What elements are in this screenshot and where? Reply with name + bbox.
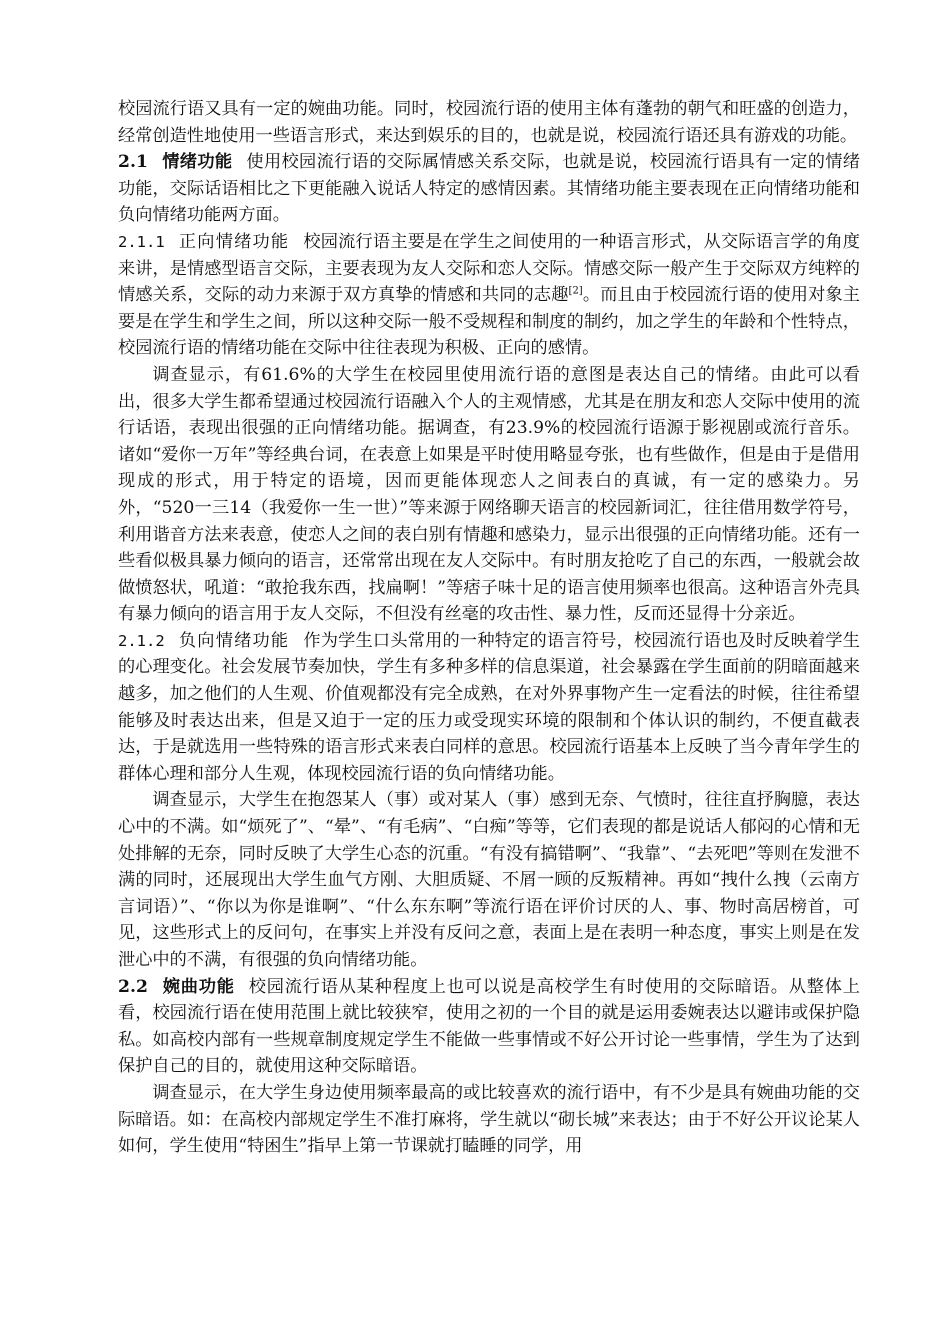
paragraph-survey-euphemism: 调查显示，在大学生身边使用频率最高的或比较喜欢的流行语中，有不少是具有婉曲功能的交际暗语。如：在高校内部规定学生不准打麻将，学生就以“砌长城”来表达；由于不好公开议论某人如何，学生使用“特困生”指早上第一节课就打瞌睡的同学，用 [118, 1082, 860, 1157]
subsection-body-cont: 。而且由于校园流行语的使用对象主要是在学生和学生之间，所以这种交际一般不受规程和制度的制约，加之学生的年龄和个性特点，校园流行语的情绪功能在交际中往往表现为积极、正向的感情。 [118, 285, 860, 359]
section-body: 使用校园流行语的交际属情感关系交际，也就是说，校园流行语具有一定的情绪功能，交际话语相比之下更能融入说话人特定的感情因素。其情绪功能主要表现在正向情绪功能和负向情绪功能两方面。 [118, 152, 860, 226]
section-number: 2.2 [118, 976, 148, 997]
subsection-number: 2.1.1 [118, 232, 165, 251]
section-heading: 婉曲功能 [161, 976, 235, 997]
document-page [118, 96, 860, 1160]
section-heading: 情绪功能 [161, 152, 233, 173]
section-body: 校园流行语从某种程度上也可以说是高校学生有时使用的交际暗语。从整体上看，校园流行语在使用范围上就比较狭窄，使用之初的一个目的就是运用委婉表达以避讳或保护隐私。如高校内部有一些规章制度规定学生不能做一些事情或不好公开讨论一些事情，学生为了达到保护自己的目的，就使用这种交际暗语。 [118, 976, 860, 1077]
paragraph-continued: 校园流行语又具有一定的婉曲功能。同时，校园流行语的使用主体有蓬勃的朝气和旺盛的创造力，经常创造性地使用一些语言形式，来达到娱乐的目的，也就是说，校园流行语还具有游戏的功能。 [118, 99, 860, 146]
subsection-body: 作为学生口头常用的一种特定的语言符号，校园流行语也及时反映着学生的心理变化。社会发展节奏加快，学生有多种多样的信息渠道，社会暴露在学生面前的阴暗面越来越多，加之他们的人生观、价值观都没有完全成熟，在对外界事物产生一定看法的时候，往往希望能够及时表达出来，但是又迫于一定的压力或受现实环境的限制和个体认识的制约，不便直截表达，于是就选用一些特殊的语言形式来表白同样的意思。校园流行语基本上反映了当今青年学生的群体心理和部分人生观，体现校园流行语的负向情绪功能。 [118, 630, 860, 784]
section-2-2 [118, 974, 860, 1080]
paragraph-survey-negative: 调查显示，大学生在抱怨某人（事）或对某人（事）感到无奈、气愤时，往往直抒胸臆，表达心中的不满。如“烦死了”、“晕”、“有毛病”、“白痴”等等，它们表现的都是说话人郁闷的心情和无处排解的无奈，同时反映了大学生心态的沉重。“有没有搞错啊”、“我靠”、“去死吧”等则在发泄不满的同时，还展现出大学生血气方刚、大胆质疑、不屑一顾的反叛精神。再如“拽什么拽（云南方言词语）”、“你以为你是谁啊”、“什么东东啊”等流行语在评价讨厌的人、事、物时高居榜首，可见，这些形式上的反问句，在事实上并没有反问之意，表面上是在表明一种态度，事实上则是在发泄心中的不满，有很强的负向情绪功能。 [118, 790, 860, 970]
subsection-number: 2.1.2 [118, 631, 165, 650]
subsection-heading: 正向情绪功能 [178, 231, 290, 252]
section-number: 2.1 [118, 152, 148, 173]
citation-mark: [2] [568, 285, 583, 297]
section-2-1-1 [118, 229, 860, 362]
paragraph-survey-positive: 调查显示，有61.6%的大学生在校园里使用流行语的意图是表达自己的情绪。由此可以看出，很多大学生都希望通过校园流行语融入个人的主观情感，尤其是在朋友和恋人交际中使用的流行话语，表现出很强的正向情绪功能。据调查，有23.9%的校园流行语源于影视剧或流行音乐。诸如“爱你一万年”等经典台词，在表意上如果是平时使用略显夸张，也有些做作，但是由于是借用现成的形式，用于特定的语境，因而更能体现恋人之间表白的真诚，有一定的感染力。另外，“520一三14（我爱你一生一世）”等来源于网络聊天语言的校园新词汇，往往借用数学符号，利用谐音方法来表意，使恋人之间的表白别有情趣和感染力，显示出很强的正向情绪功能。还有一些看似极具暴力倾向的语言，还常常出现在友人交际中。有时朋友抢吃了自己的东西，一般就会故做愤怒状，吼道：“敢抢我东西，找扁啊！”等痞子味十足的语言使用频率也很高。这种语言外壳具有暴力倾向的语言用于友人交际，不但没有丝毫的攻击性、暴力性，反而还显得十分亲近。 [118, 364, 860, 625]
subsection-heading: 负向情绪功能 [178, 630, 290, 651]
subsection-body: 校园流行语主要是在学生之间使用的一种语言形式，从交际语言学的角度来讲，是情感型语言交际，主要表现为友人交际和恋人交际。情感交际一般产生于交际双方纯粹的情感关系，交际的动力来源于双方真挚的情感和共同的志趣 [118, 231, 860, 306]
section-2-1 [118, 149, 860, 229]
section-2-1-2 [118, 628, 860, 788]
